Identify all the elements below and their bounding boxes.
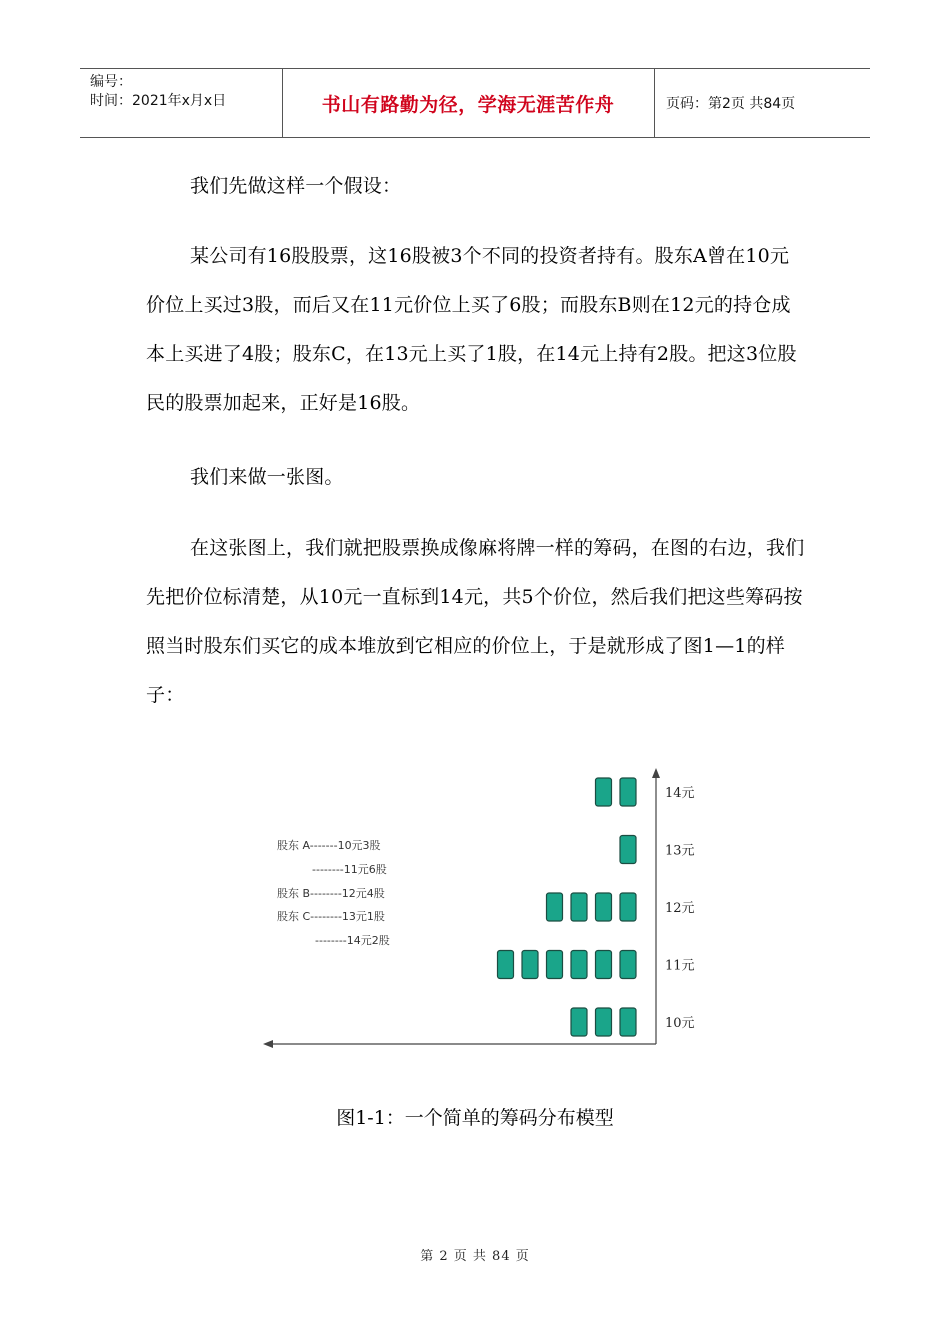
price-tick-label: 10元: [665, 1016, 695, 1031]
chip: [620, 836, 636, 864]
header-page-info: 页码：第2页 共84页: [666, 96, 796, 112]
header-motto: 书山有路勤为径，学海无涯苦作舟: [321, 93, 615, 116]
document-time-label: 时间：2021年x月x日: [90, 93, 227, 109]
chip: [522, 951, 538, 979]
chip: [620, 951, 636, 979]
chip: [596, 951, 612, 979]
chip: [620, 893, 636, 921]
quantity-axis-arrow: [263, 1040, 273, 1048]
chip: [620, 778, 636, 806]
legend-line: --------11元6股: [312, 863, 387, 876]
legend-line: --------14元2股: [315, 934, 390, 947]
legend-line: 股东 A-------10元3股: [277, 839, 381, 852]
chip: [498, 951, 514, 979]
chip: [547, 893, 563, 921]
body-text: [146, 453, 806, 502]
chip-distribution-figure: [260, 766, 720, 1056]
page-footer: 第 2 页 共 84 页: [420, 1249, 530, 1264]
paragraph: 在这张图上，我们就把股票换成像麻将牌一样的筹码，在图的右边，我们先把价位标清楚，从10元一直标到14元，共5个价位，然后我们把这些筹码按照当时股东们买它的成本堆放到它相应的价位上，于是就形成了图1—1的样子：: [146, 537, 805, 706]
chip: [571, 893, 587, 921]
paragraph: 某公司有16股股票，这16股被3个不同的投资者持有。股东A曾在10元价位上买过3股，而后又在11元价位上买了6股；而股东B则在12元的持仓成本上买进了4股；股东C，在13元上买了1股，在14元上持有2股。把这3位股民的股票加起来，正好是16股。: [146, 245, 797, 414]
legend-line: 股东 B--------12元4股: [277, 887, 385, 900]
chip: [547, 951, 563, 979]
document-number-label: 编号：: [90, 74, 132, 90]
body-text: [146, 524, 806, 720]
price-tick-label: 13元: [665, 843, 695, 859]
chip: [571, 951, 587, 979]
figure-caption: 图1-1：一个简单的筹码分布模型: [336, 1107, 614, 1129]
price-axis-arrow: [652, 768, 660, 778]
legend-line: 股东 C--------13元1股: [277, 910, 385, 923]
paragraph: 我们先做这样一个假设：: [190, 175, 402, 197]
chip: [596, 778, 612, 806]
price-tick-label: 14元: [665, 786, 695, 801]
body-text: [146, 162, 806, 211]
price-tick-label: 12元: [665, 901, 695, 916]
chip: [596, 893, 612, 921]
page-header: [80, 68, 870, 138]
chip: [596, 1008, 612, 1036]
body-text: [146, 232, 806, 428]
paragraph: 我们来做一张图。: [190, 466, 344, 488]
chip: [571, 1008, 587, 1036]
chip: [620, 1008, 636, 1036]
price-tick-label: 11元: [665, 958, 695, 974]
header-divider: [654, 69, 655, 137]
header-meta: [90, 73, 226, 111]
